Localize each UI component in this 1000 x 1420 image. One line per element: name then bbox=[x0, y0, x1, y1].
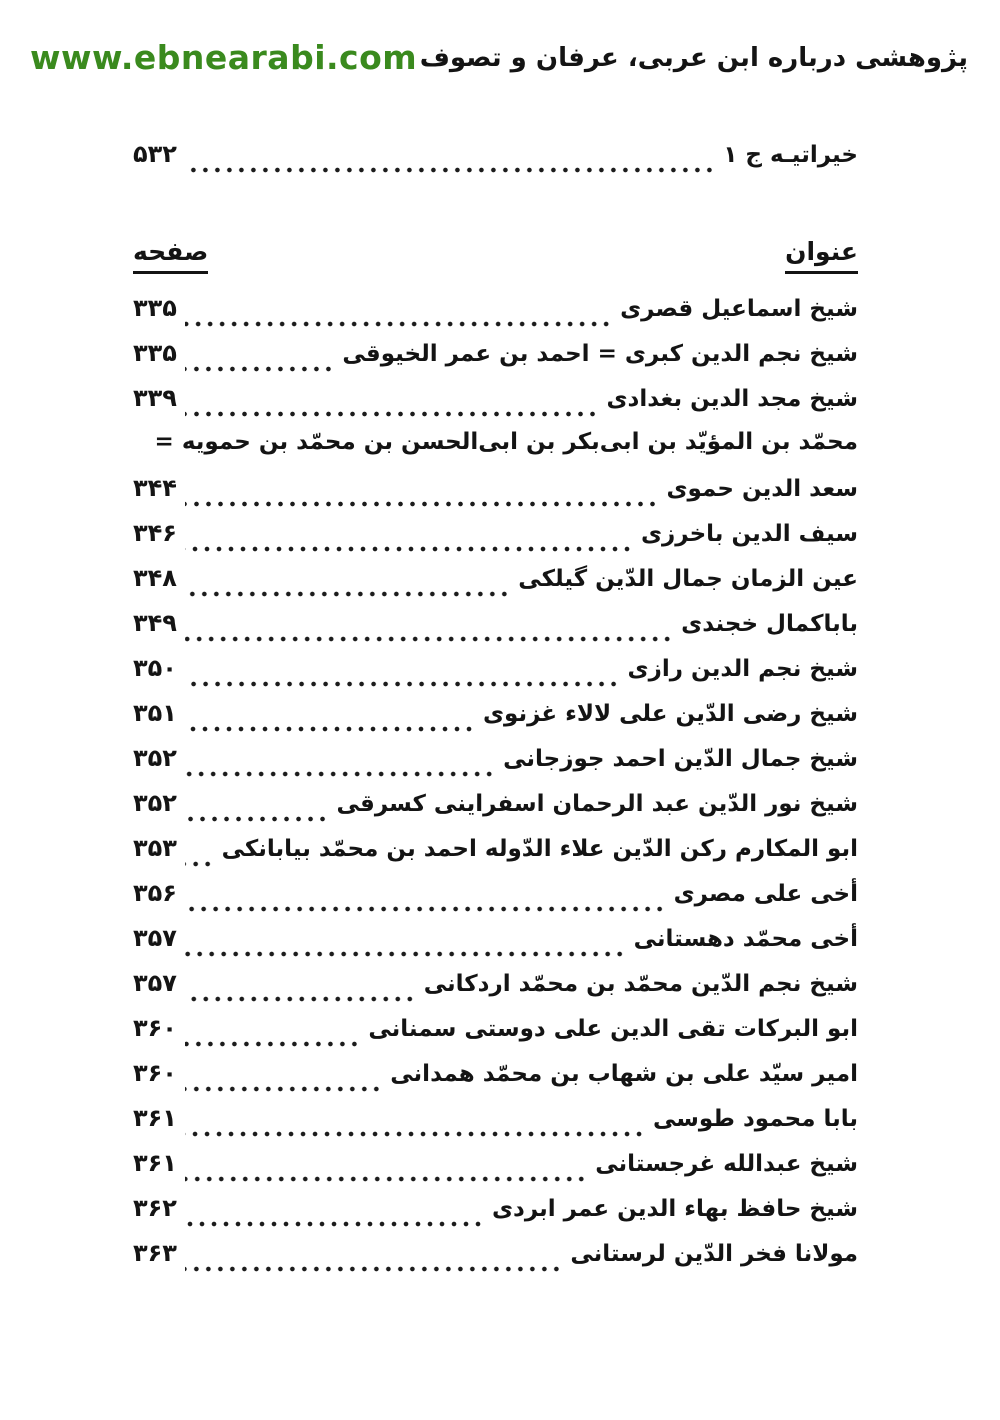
entry-title: ابو البرکات تقی الدین علی دوستی سمنانی bbox=[368, 1016, 858, 1043]
site-url: www.ebnearabi.com bbox=[30, 38, 418, 77]
entry-title: شیخ حافظ بهاء الدین عمر ابردی bbox=[491, 1196, 858, 1223]
dot-leader bbox=[185, 969, 416, 1014]
entry-title: شیخ جمال الدّین احمد جوزجانی bbox=[503, 746, 858, 773]
entry-title: باباکمال خجندی bbox=[681, 611, 858, 638]
entry-title: شیخ اسماعیل قصری bbox=[620, 296, 858, 323]
toc-entry-row bbox=[133, 1104, 858, 1149]
entry-page: ۳۳۵ bbox=[133, 339, 177, 368]
entry-title: شیخ نجم الدین رازی bbox=[627, 656, 858, 683]
toc-entry-row bbox=[133, 1059, 858, 1104]
dot-leader bbox=[185, 474, 659, 519]
entry-page: ۳۶۱ bbox=[133, 1149, 177, 1178]
entry-title: أخی علی مصری bbox=[673, 881, 858, 908]
entry-page: ۳۶۱ bbox=[133, 1104, 177, 1133]
column-headers bbox=[133, 237, 858, 274]
toc-entry-row bbox=[133, 339, 858, 384]
dot-leader bbox=[185, 654, 620, 699]
dot-leader bbox=[185, 834, 214, 879]
entry-title: شیخ نجم الدین کبری = احمد بن عمر الخیوقی bbox=[342, 341, 858, 368]
toc-entry-row bbox=[133, 699, 858, 744]
entry-title: امیر سیّد علی بن شهاب بن محمّد همدانی bbox=[390, 1061, 858, 1088]
entry-page: ۳۵۲ bbox=[133, 789, 177, 818]
entry-title: شیخ رضی الدّین علی لالاء غزنوی bbox=[482, 701, 858, 728]
entry-title: شیخ نجم الدّین محمّد بن محمّد اردکانی bbox=[423, 971, 858, 998]
dot-leader bbox=[185, 1194, 484, 1239]
dot-leader bbox=[185, 1014, 360, 1059]
toc-entry-row bbox=[133, 789, 858, 834]
entry-page: ۳۴۹ bbox=[133, 609, 177, 638]
entry-page: ۳۵۱ bbox=[133, 699, 177, 728]
toc-entry-row bbox=[133, 969, 858, 1014]
entry-title: ابو المکارم رکن الدّین علاء الدّوله احمد بن محمّد بیابانکی bbox=[221, 836, 858, 863]
toc-entry-row bbox=[133, 609, 858, 654]
toc-entries bbox=[133, 294, 858, 1284]
toc-entry-row bbox=[133, 519, 858, 564]
entry-page: ۳۶۳ bbox=[133, 1239, 177, 1268]
toc-entry-row bbox=[133, 429, 858, 474]
dot-leader bbox=[185, 1104, 645, 1149]
dot-leader bbox=[185, 519, 633, 564]
toc-carryover-row bbox=[133, 140, 858, 185]
table-of-contents bbox=[0, 140, 1000, 1284]
toc-entry-row bbox=[133, 879, 858, 924]
entry-title: محمّد بن المؤیّد بن ابی‌بکر بن ابی‌الحسن بن محمّد بن حمویه = bbox=[154, 429, 858, 456]
book-title: پژوهشی درباره ابن عربی، عرفان و تصوف bbox=[419, 43, 968, 73]
dot-leader bbox=[185, 699, 475, 744]
entry-page: ۳۶۲ bbox=[133, 1194, 177, 1223]
entry-page: ۳۵۷ bbox=[133, 924, 177, 953]
entry-title: خیراتیـه ج ۱ bbox=[723, 142, 858, 169]
dot-leader bbox=[185, 744, 495, 789]
dot-leader bbox=[185, 1059, 382, 1104]
dot-leader bbox=[185, 1149, 587, 1194]
entry-title: أخی محمّد دهستانی bbox=[633, 926, 858, 953]
entry-title: سیف الدین باخرزی bbox=[640, 521, 858, 548]
dot-leader bbox=[185, 609, 673, 654]
toc-entry-row bbox=[133, 1149, 858, 1194]
toc-entry-row bbox=[133, 834, 858, 879]
toc-entry-row bbox=[133, 1014, 858, 1059]
column-header-page: صفحه bbox=[133, 237, 208, 274]
entry-title: مولانا فخر الدّین لرستانی bbox=[570, 1241, 858, 1268]
toc-entry-row bbox=[133, 1194, 858, 1239]
entry-page: ۳۵۲ bbox=[133, 744, 177, 773]
toc-entry-row bbox=[133, 924, 858, 969]
dot-leader bbox=[185, 384, 599, 429]
entry-page: ۳۵۳ bbox=[133, 834, 177, 863]
dot-leader bbox=[185, 339, 334, 384]
toc-entry-row bbox=[133, 474, 858, 519]
entry-page: ۳۳۹ bbox=[133, 384, 177, 413]
dot-leader bbox=[185, 789, 329, 834]
entry-page: ۳۵۰ bbox=[133, 654, 177, 683]
dot-leader bbox=[185, 1239, 562, 1284]
entry-title: بابا محمود طوسی bbox=[653, 1106, 858, 1133]
toc-entry-row bbox=[133, 654, 858, 699]
entry-page: ۳۳۵ bbox=[133, 294, 177, 323]
dot-leader bbox=[185, 879, 666, 924]
toc-entry-row bbox=[133, 294, 858, 339]
toc-entry-row bbox=[133, 564, 858, 609]
entry-page: ۳۵۷ bbox=[133, 969, 177, 998]
entry-title: شیخ نور الدّین عبد الرحمان اسفراینی کسرقی bbox=[336, 791, 858, 818]
entry-page: ۵۳۲ bbox=[133, 140, 177, 169]
toc-entry-row bbox=[133, 384, 858, 429]
dot-leader bbox=[185, 924, 626, 969]
running-header bbox=[0, 0, 1000, 76]
entry-title: شیخ عبدالله غرجستانی bbox=[595, 1151, 858, 1178]
entry-page: ۳۴۴ bbox=[133, 474, 177, 503]
entry-title: شیخ مجد الدین بغدادی bbox=[606, 386, 858, 413]
dot-leader bbox=[185, 294, 612, 339]
dot-leader bbox=[185, 564, 510, 609]
toc-entry-row bbox=[133, 744, 858, 789]
column-header-title: عنوان bbox=[785, 237, 858, 274]
entry-page: ۳۴۸ bbox=[133, 564, 177, 593]
toc-entry-row bbox=[133, 1239, 858, 1284]
entry-page: ۳۶۰ bbox=[133, 1014, 177, 1043]
entry-title: عین الزمان جمال الدّین گیلکی bbox=[518, 566, 858, 593]
dot-leader bbox=[185, 140, 715, 185]
entry-title: سعد الدین حموی bbox=[666, 476, 858, 503]
entry-page: ۳۶۰ bbox=[133, 1059, 177, 1088]
entry-page: ۳۴۶ bbox=[133, 519, 177, 548]
entry-page: ۳۵۶ bbox=[133, 879, 177, 908]
